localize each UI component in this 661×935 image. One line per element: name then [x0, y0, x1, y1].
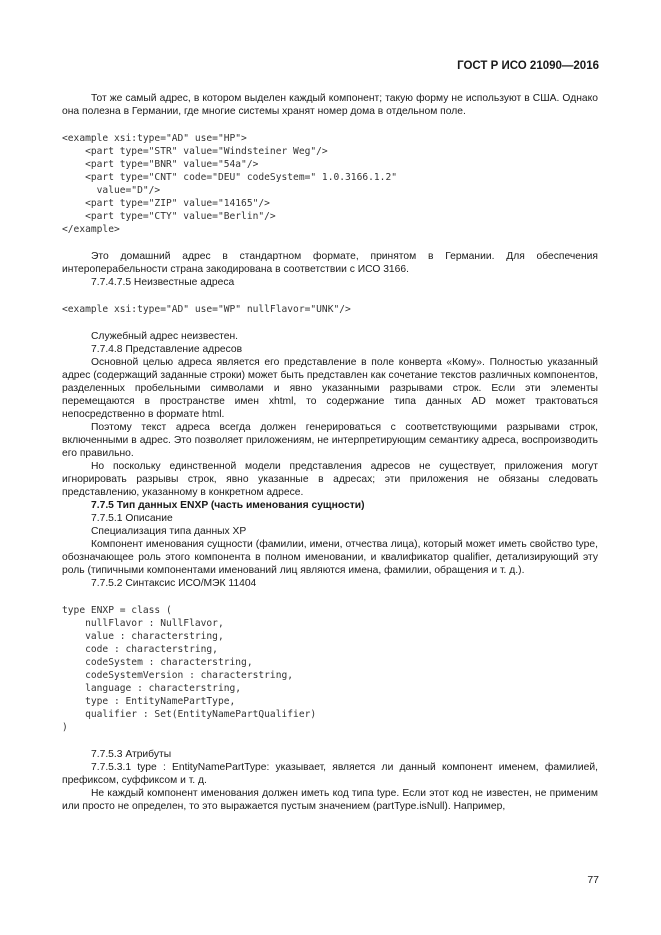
- code-block-address-example: <example xsi:type="AD" use="HP"> <part type="STR" value="Windsteiner Weg"/> <part type="BNR" value="54a"/> <part type="CNT" code="DEU" codeSystem=" 1.0.3166.1.2" value="D"/> <part type="ZIP" value="14165"/> <part type="CTY" value="Berlin"/> </example>: [62, 133, 398, 235]
- section-heading: 7.7.4.8 Представление адресов: [91, 344, 243, 355]
- paragraph: Поэтому текст адреса всегда должен генерироваться с соответствующими разрывами строк, включенными в адрес. Это позволяет приложениям, не интерпретирующим семантику адреса, воспроизводить его правильно.: [62, 422, 598, 459]
- paragraph: Тот же самый адрес, в котором выделен каждый компонент; такую форму не используют в США. Однако она полезна в Германии, где многие системы хранят номер дома в отдельном поле.: [62, 93, 598, 117]
- paragraph: 7.7.5.3.1 type : EntityNamePartType: указывает, является ли данный компонент именем, фамилией, префиксом, суффиксом и т. д.: [62, 762, 598, 786]
- paragraph: Служебный адрес неизвестен.: [91, 331, 238, 342]
- paragraph: Компонент именования сущности (фамилии, имени, отчества лица), который может иметь свойство type, обозначающее роль этого компонента в полном именовании, и квалификатор qualifier, детализирующий эту роль (типичными компонентами именований лиц являются имена, фамилии, обращения и т. д.).: [62, 539, 598, 576]
- section-heading: 7.7.5.1 Описание: [91, 513, 173, 524]
- paragraph: Не каждый компонент именования должен иметь код типа type. Если этот код не известен, не применим или просто не определен, то это выражается пустым значением (partType.isNull). Например,: [62, 788, 598, 812]
- paragraph: Это домашний адрес в стандартном формате, принятом в Германии. Для обеспечения интероперабельности страна закодирована в соответствии с ИСО 3166.: [62, 251, 598, 275]
- paragraph: Но поскольку единственной модели представления адресов не существует, приложения могут игнорировать разрывы строк, явно указанные в адресах; эти приложения не обязаны следовать представлению, указанному в конкретном адресе.: [62, 461, 598, 498]
- page-number: 77: [587, 874, 599, 886]
- page-content: [62, 92, 598, 813]
- paragraph: Специализация типа данных XP: [91, 526, 247, 537]
- code-block-enxp-syntax: type ENXP = class ( nullFlavor : NullFlavor, value : characterstring, code : characterstring, codeSystem : characterstring, codeSystemVersion : characterstring, language : characterstring, type : EntityNamePartType, qualifier : Set(EntityNamePartQualifier) ): [62, 605, 317, 733]
- section-heading: 7.7.5.3 Атрибуты: [91, 749, 172, 760]
- section-heading: 7.7.5.2 Синтаксис ИСО/МЭК 11404: [91, 578, 257, 589]
- section-heading: 7.7.5 Тип данных ENXP (часть именования сущности): [91, 500, 365, 511]
- paragraph: Основной целью адреса является его представление в поле конверта «Кому». Полностью указанный адрес (содержащий заданные строки) может быть представлен как сочетание текстов различных компонентов, разделенных пробельными символами и явно указанными разрывами строк. Если эти элементы перемещаются в пространстве имен xhtml, то содержание типа данных AD может трактоваться непосредственно в формате html.: [62, 357, 598, 420]
- section-heading: 7.7.4.7.5 Неизвестные адреса: [91, 277, 235, 288]
- code-block-unknown-address: <example xsi:type="AD" use="WP" nullFlavor="UNK"/>: [62, 304, 351, 315]
- document-header: ГОСТ Р ИСО 21090—2016: [457, 60, 599, 72]
